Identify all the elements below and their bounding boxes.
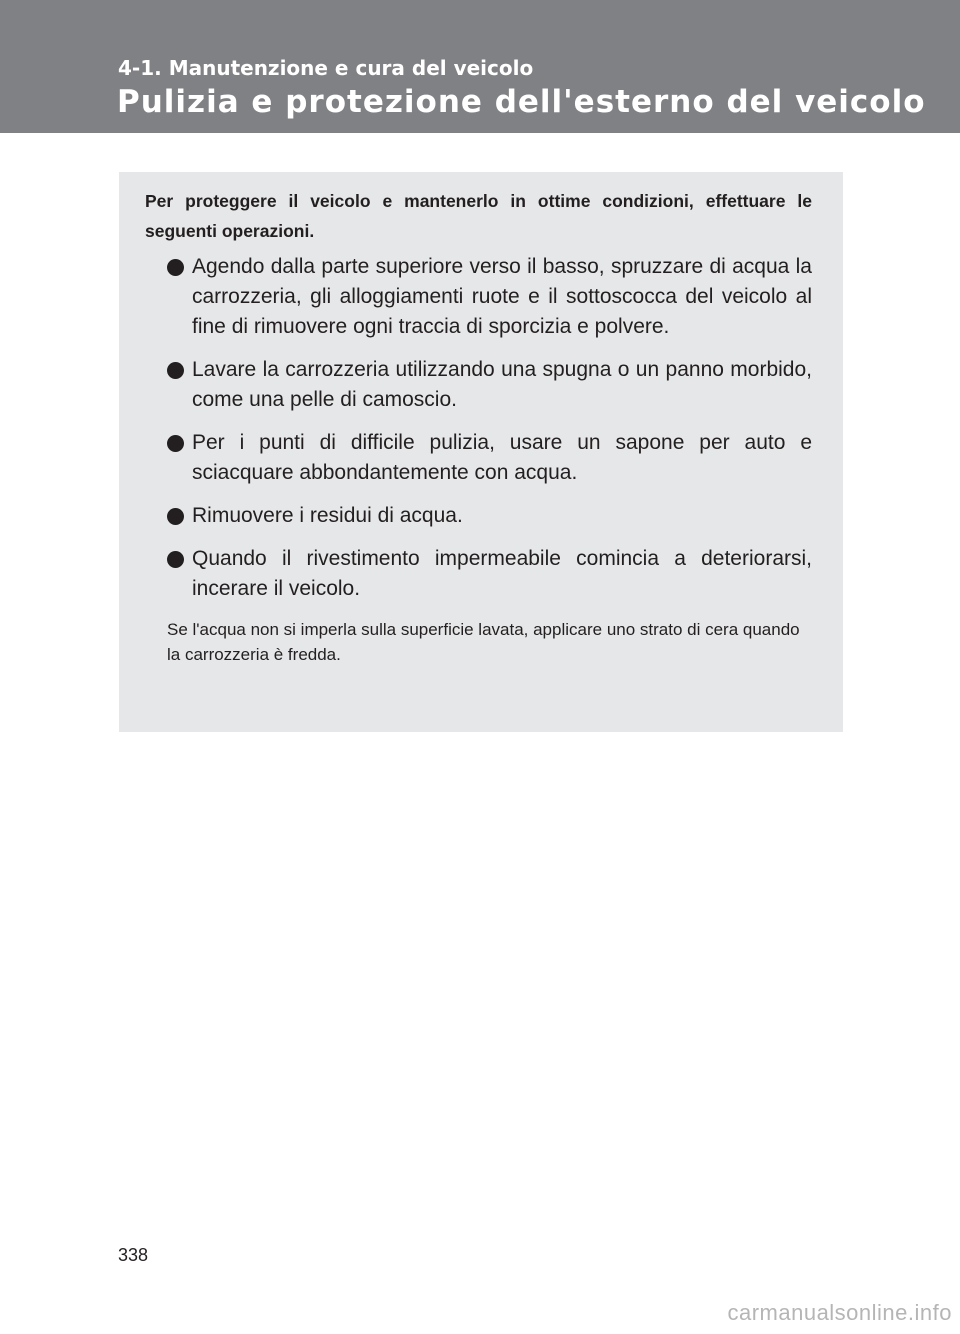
note-text: Se l'acqua non si imperla sulla superficie lavata, applicare uno strato di cera quando la carrozzeria è fredda. (167, 620, 800, 664)
list-item-text: Quando il rivestimento impermeabile comincia a deteriorarsi, incerare il veicolo. (192, 547, 812, 600)
header-band (0, 0, 960, 133)
list-item (167, 544, 812, 604)
list-item-text: Per i punti di difficile pulizia, usare un sapone per auto e sciacquare abbondantemente con acqua. (192, 431, 812, 484)
list-item-text: Agendo dalla parte superiore verso il basso, spruzzare di acqua la carrozzeria, gli alloggiamenti ruote e il sottoscocca del veicolo al fine di rimuovere ogni traccia di sporcizia e polvere. (192, 255, 812, 338)
list-item (167, 501, 812, 531)
intro-text: Per proteggere il veicolo e mantenerlo in ottime condizioni, effettuare le seguenti operazioni. (145, 191, 812, 241)
list-item (167, 428, 812, 488)
bullet-list (145, 252, 812, 604)
content-box (119, 172, 843, 732)
list-item (167, 252, 812, 342)
list-item-text: Lavare la carrozzeria utilizzando una spugna o un panno morbido, come una pelle di camoscio. (192, 358, 812, 411)
bullet-dot-icon (167, 551, 184, 568)
bullet-dot-icon (167, 508, 184, 525)
list-item (167, 355, 812, 415)
bullet-dot-icon (167, 435, 184, 452)
bullet-dot-icon (167, 259, 184, 276)
page-number: 338 (118, 1245, 149, 1265)
list-item-text: Rimuovere i residui di acqua. (192, 504, 463, 527)
watermark: carmanualsonline.info (727, 1300, 952, 1325)
bullet-dot-icon (167, 362, 184, 379)
page-title: Pulizia e protezione dell'esterno del veicolo (117, 84, 926, 120)
section-label: 4-1. Manutenzione e cura del veicolo (118, 56, 534, 80)
